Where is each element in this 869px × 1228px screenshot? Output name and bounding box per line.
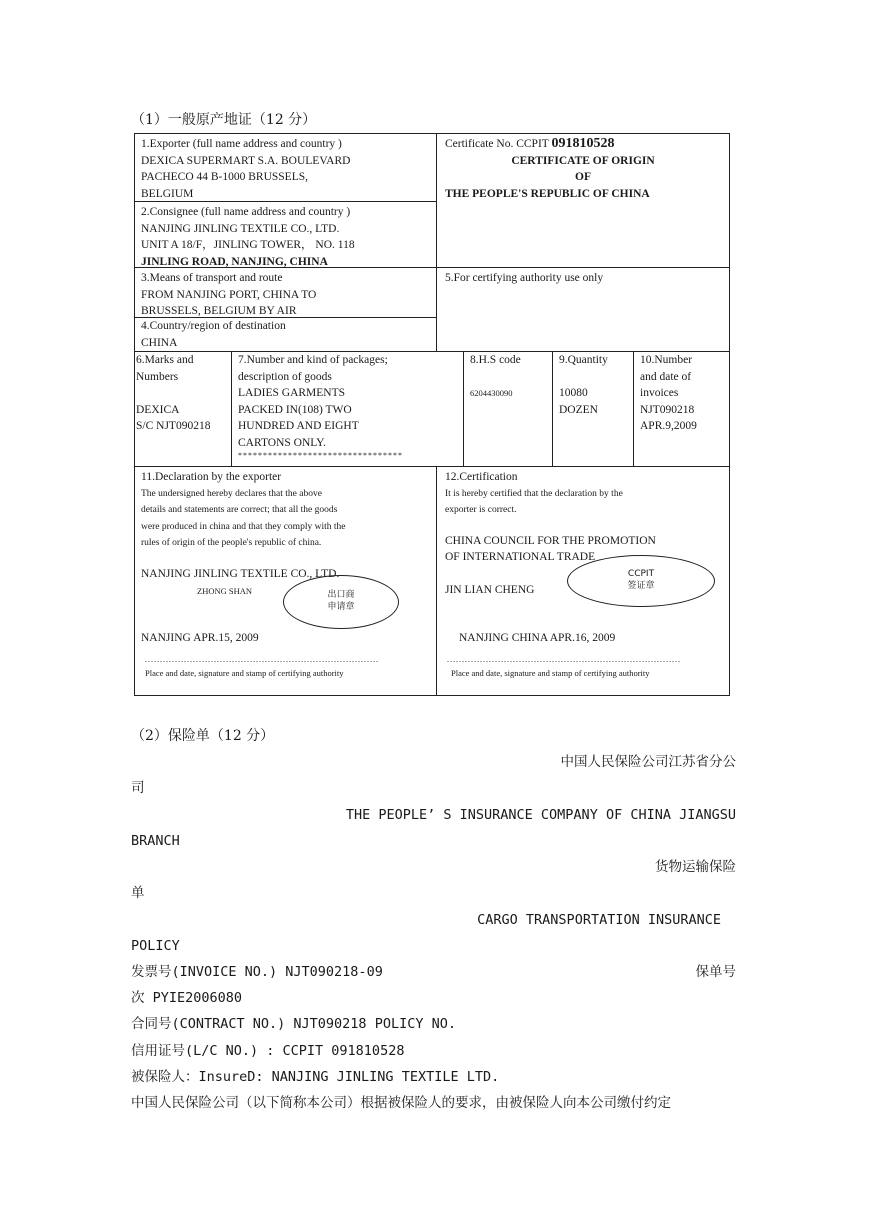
policy-title-cn-wrap: 单 xyxy=(131,885,145,901)
transport-line: BRUSSELS, BELGIUM BY AIR xyxy=(141,305,297,317)
certification-footer: Place and date, signature and stamp of certifying authority xyxy=(451,668,650,678)
ccpit-stamp xyxy=(567,555,715,607)
declaration-signer: ZHONG SHAN xyxy=(197,586,253,596)
contract-no-line: 合同号(CONTRACT NO.) NJT090218 POLICY NO. xyxy=(131,1016,456,1032)
exporter-line: DEXICA SUPERMART S.A. BOULEVARD xyxy=(141,154,351,167)
lc-no-line: 信用证号(L/C NO.) : CCPIT 091810528 xyxy=(131,1043,405,1059)
packages-label: 7.Number and kind of packages; xyxy=(238,354,388,366)
marks-box xyxy=(135,352,232,467)
packages-line: HUNDRED AND EIGHT xyxy=(238,420,359,432)
insurance-company-en: THE PEOPLE’ S INSURANCE COMPANY OF CHINA JIANGSU xyxy=(345,807,736,823)
exporter-box xyxy=(135,134,437,202)
packages-line: LADIES GARMENTS xyxy=(238,387,346,399)
consignee-line: JINLING ROAD, NANJING, CHINA xyxy=(141,255,328,268)
declaration-text: rules of origin of the people's republic of china. xyxy=(141,538,322,548)
section2-title: （2）保险单（12 分） xyxy=(131,728,275,744)
packages-line: CARTONS ONLY. xyxy=(238,436,326,449)
consignee-label: 2.Consignee (full name address and country ) xyxy=(141,206,351,218)
certificate-of-origin-form xyxy=(134,133,730,696)
declaration-text: were produced in china and that they comply with the xyxy=(141,521,346,532)
certification-text: exporter is correct. xyxy=(445,505,517,515)
marks-line: S/C NJT090218 xyxy=(136,420,211,432)
exporter-stamp-line: 出口商 xyxy=(327,590,355,600)
certificate-title-line: OF xyxy=(575,171,591,183)
invoice-line: NJT090218 xyxy=(640,403,695,416)
quantity-line: DOZEN xyxy=(559,403,598,416)
policy-title-cn: 货物运输保险 xyxy=(655,859,736,875)
invoice-box xyxy=(634,352,729,467)
insurance-company-cn: 中国人民保险公司江苏省分公 xyxy=(560,754,736,770)
certification-org: CHINA COUNCIL FOR THE PROMOTION xyxy=(445,535,656,547)
certification-text: It is hereby certified that the declaration by the xyxy=(445,488,623,499)
packages-box xyxy=(232,352,464,467)
declaration-dots: .............................................................................. xyxy=(145,655,379,664)
policy-no-label: 保单号 xyxy=(695,964,736,980)
insured-line: 被保险人：InsureD: NANJING JINLING TEXTILE LTD. xyxy=(131,1069,500,1085)
certification-box xyxy=(437,467,729,695)
certification-place-date: NANJING CHINA APR.16, 2009 xyxy=(459,632,616,644)
certificate-no-label: Certificate No. CCPIT xyxy=(445,138,549,150)
declaration-footer: Place and date, signature and stamp of certifying authority xyxy=(145,668,344,678)
packages-stars: ********************************* xyxy=(238,451,403,460)
hs-code-box xyxy=(464,352,553,467)
ccpit-stamp-line: 签证章 xyxy=(627,581,655,591)
marks-label: 6.Marks and xyxy=(136,354,194,366)
invoice-label: invoices xyxy=(640,387,679,399)
policy-no-wrap: 次 PYIE2006080 xyxy=(131,990,243,1006)
certification-dots: .............................................................................. xyxy=(447,655,681,664)
section1-title: （1）一般原产地证（12 分） xyxy=(131,112,317,128)
certificate-title-line: CERTIFICATE OF ORIGIN xyxy=(511,154,655,167)
packages-line: PACKED IN(108) TWO xyxy=(238,403,352,416)
invoice-no-line: 发票号(INVOICE NO.) NJT090218-09 xyxy=(131,964,383,980)
certificate-title-line: THE PEOPLE'S REPUBLIC OF CHINA xyxy=(445,187,650,200)
invoice-label: 10.Number xyxy=(640,354,693,366)
certification-org: OF INTERNATIONAL TRADE xyxy=(445,551,596,563)
declaration-text: details and statements are correct; that all the goods xyxy=(141,505,338,515)
certification-signer: JIN LIAN CHENG xyxy=(445,584,535,596)
policy-title-en-wrap: POLICY xyxy=(131,938,180,954)
consignee-line: NANJING JINLING TEXTILE CO., LTD. xyxy=(141,222,340,235)
transport-line: FROM NANJING PORT, CHINA TO xyxy=(141,288,317,301)
declaration-box xyxy=(135,467,437,695)
exporter-line: PACHECO 44 B-1000 BRUSSELS, xyxy=(141,171,309,183)
consignee-box xyxy=(135,202,437,268)
quantity-box xyxy=(553,352,634,467)
destination-value: CHINA xyxy=(141,336,178,349)
transport-box xyxy=(135,268,437,318)
declaration-text: The undersigned hereby declares that the above xyxy=(141,488,322,499)
certificate-no: 091810528 xyxy=(551,136,615,151)
exporter-stamp-line: 申请章 xyxy=(327,602,355,612)
hs-code-label: 8.H.S code xyxy=(470,354,521,366)
authority-label: 5.For certifying authority use only xyxy=(445,272,604,284)
insurance-company-cn-wrap: 司 xyxy=(131,780,145,796)
quantity-line: 10080 xyxy=(559,387,588,399)
exporter-stamp xyxy=(283,575,399,629)
exporter-label: 1.Exporter (full name address and country ) xyxy=(141,138,342,150)
marks-label: Numbers xyxy=(136,370,179,383)
destination-label: 4.Country/region of destination xyxy=(141,320,286,332)
exporter-line: BELGIUM xyxy=(141,187,194,200)
quantity-label: 9.Quantity xyxy=(559,354,608,366)
insurance-company-en-wrap: BRANCH xyxy=(131,833,180,849)
declaration-place-date: NANJING APR.15, 2009 xyxy=(141,632,259,644)
declaration-company: NANJING JINLING TEXTILE CO., LTD. xyxy=(141,568,340,580)
invoice-line: APR.9,2009 xyxy=(640,420,697,432)
consignee-line: UNIT A 18/F，JINLING TOWER， NO. 118 xyxy=(141,239,355,251)
destination-box xyxy=(135,318,437,352)
certification-label: 12.Certification xyxy=(445,471,518,483)
declaration-label: 11.Declaration by the exporter xyxy=(141,471,282,483)
policy-body-line: 中国人民保险公司（以下简称本公司）根据被保险人的要求，由被保险人向本公司缴付约定 xyxy=(131,1095,671,1111)
hs-code-value: 6204430090 xyxy=(470,388,513,398)
transport-label: 3.Means of transport and route xyxy=(141,272,283,284)
policy-title-en: CARGO TRANSPORTATION INSURANCE xyxy=(477,912,721,928)
packages-label: description of goods xyxy=(238,370,332,383)
certificate-header-box xyxy=(437,134,729,268)
invoice-label: and date of xyxy=(640,370,692,383)
ccpit-stamp-line: CCPIT xyxy=(627,569,655,579)
authority-box xyxy=(437,268,729,352)
marks-line: DEXICA xyxy=(136,403,180,416)
